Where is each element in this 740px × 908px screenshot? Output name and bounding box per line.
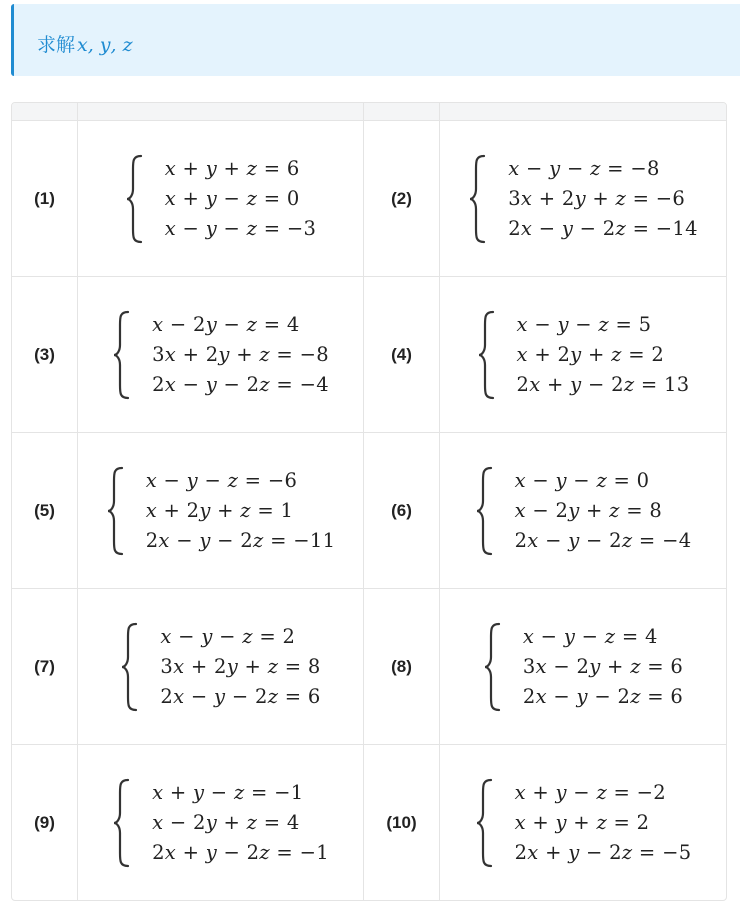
equation: 𝑥 − 𝑦 − 𝑧 = 2 (160, 624, 296, 648)
header-variables: 𝑥, 𝑦, 𝑧 (77, 34, 133, 56)
equation: 2𝑥 − 𝑦 − 2𝑧 = 6 (160, 684, 321, 708)
equation-system-cell (78, 433, 364, 588)
equation: 𝑥 − 𝑦 − 𝑧 = 5 (516, 312, 652, 336)
left-brace (120, 621, 142, 713)
equation-system-cell (78, 121, 364, 276)
problem-number: (8) (364, 589, 440, 744)
equation-list (160, 622, 320, 712)
equation-list (515, 778, 692, 868)
equation: 2𝑥 + 𝑦 − 2𝑧 = −1 (152, 840, 329, 864)
left-brace (475, 777, 497, 869)
equation: 𝑥 − 𝑦 − 𝑧 = −6 (145, 468, 298, 492)
equation: 2𝑥 − 𝑦 − 2𝑧 = −4 (152, 372, 329, 396)
equation: 2𝑥 + 𝑦 − 2𝑧 = 13 (516, 372, 690, 396)
problem-number: (5) (12, 433, 78, 588)
table-row (12, 277, 726, 433)
equation: 𝑥 − 𝑦 − 𝑧 = 0 (514, 468, 650, 492)
equation: 𝑥 + 𝑦 − 𝑧 = 0 (164, 186, 300, 210)
equation-list (508, 154, 698, 244)
equation: 𝑥 + 2𝑦 + 𝑧 = 1 (145, 498, 294, 522)
problem-number: (3) (12, 277, 78, 432)
equation: 𝑥 + 𝑦 − 𝑧 = −1 (152, 780, 304, 804)
equation-system-cell (78, 589, 364, 744)
table-header-cell (364, 103, 440, 120)
left-brace (112, 777, 134, 869)
table-row (12, 745, 726, 900)
problem-number: (1) (12, 121, 78, 276)
equation: 3𝑥 − 2𝑦 + 𝑧 = 6 (522, 654, 684, 678)
equation: 𝑥 + 𝑦 − 𝑧 = −2 (514, 780, 667, 804)
equation-list (152, 778, 329, 868)
problem-number: (2) (364, 121, 440, 276)
left-brace (477, 309, 499, 401)
equation-system (112, 309, 329, 401)
left-brace (483, 621, 505, 713)
equation-list (152, 310, 329, 400)
left-brace (475, 465, 497, 557)
problem-number: (7) (12, 589, 78, 744)
equation-list (523, 622, 683, 712)
problem-number: (9) (12, 745, 78, 900)
equation: 3𝑥 + 2𝑦 + 𝑧 = −8 (152, 342, 329, 366)
equation-system (475, 777, 692, 869)
equation: 2𝑥 − 𝑦 − 2𝑧 = −4 (514, 528, 692, 552)
problem-number: (10) (364, 745, 440, 900)
table-header-cell (12, 103, 78, 120)
equation: 𝑥 − 2𝑦 + 𝑧 = 4 (152, 810, 300, 834)
equation: 2𝑥 + 𝑦 − 2𝑧 = −5 (514, 840, 692, 864)
problem-number: (4) (364, 277, 440, 432)
left-brace (112, 309, 134, 401)
equation-list (515, 466, 692, 556)
header-banner (11, 4, 740, 76)
equation-list (517, 310, 690, 400)
problem-number: (6) (364, 433, 440, 588)
equation-system (475, 465, 692, 557)
header-label: 求解 (37, 34, 76, 56)
equation-system (468, 153, 698, 245)
equation: 2𝑥 − 𝑦 − 2𝑧 = −14 (508, 216, 698, 240)
equation: 𝑥 − 𝑦 − 𝑧 = 4 (522, 624, 658, 648)
table-row (12, 433, 726, 589)
equation-table (11, 102, 727, 901)
equation: 𝑥 − 𝑦 − 𝑧 = −8 (508, 156, 660, 180)
equation-system-cell (78, 745, 364, 900)
table-header-row (12, 103, 726, 121)
equation-list (146, 466, 336, 556)
equation-system (112, 777, 329, 869)
equation: 𝑥 − 2𝑦 + 𝑧 = 8 (514, 498, 663, 522)
equation-system-cell (440, 589, 726, 744)
equation-system (120, 621, 320, 713)
left-brace (468, 153, 490, 245)
left-brace (106, 465, 128, 557)
equation-system (125, 153, 316, 245)
equation-system (483, 621, 683, 713)
equation: 𝑥 − 2𝑦 − 𝑧 = 4 (152, 312, 300, 336)
equation: 3𝑥 + 2𝑦 + 𝑧 = −6 (508, 186, 686, 210)
header-title (37, 30, 133, 57)
equation-system-cell (440, 277, 726, 432)
equation: 2𝑥 − 𝑦 − 2𝑧 = −11 (145, 528, 336, 552)
table-row (12, 121, 726, 277)
equation: 𝑥 + 𝑦 + 𝑧 = 2 (514, 810, 650, 834)
equation-system (106, 465, 336, 557)
equation-system-cell (78, 277, 364, 432)
table-row (12, 589, 726, 745)
equation-system-cell (440, 433, 726, 588)
equation: 𝑥 − 𝑦 − 𝑧 = −3 (164, 216, 317, 240)
equation: 𝑥 + 𝑦 + 𝑧 = 6 (164, 156, 300, 180)
equation: 2𝑥 − 𝑦 − 2𝑧 = 6 (522, 684, 684, 708)
equation-system-cell (440, 121, 726, 276)
equation-list (165, 154, 316, 244)
table-header-cell (440, 103, 726, 120)
table-header-cell (78, 103, 364, 120)
equation-system (477, 309, 690, 401)
equation: 𝑥 + 2𝑦 + 𝑧 = 2 (516, 342, 665, 366)
left-brace (125, 153, 147, 245)
equation-system-cell (440, 745, 726, 900)
equation: 3𝑥 + 2𝑦 + 𝑧 = 8 (160, 654, 321, 678)
